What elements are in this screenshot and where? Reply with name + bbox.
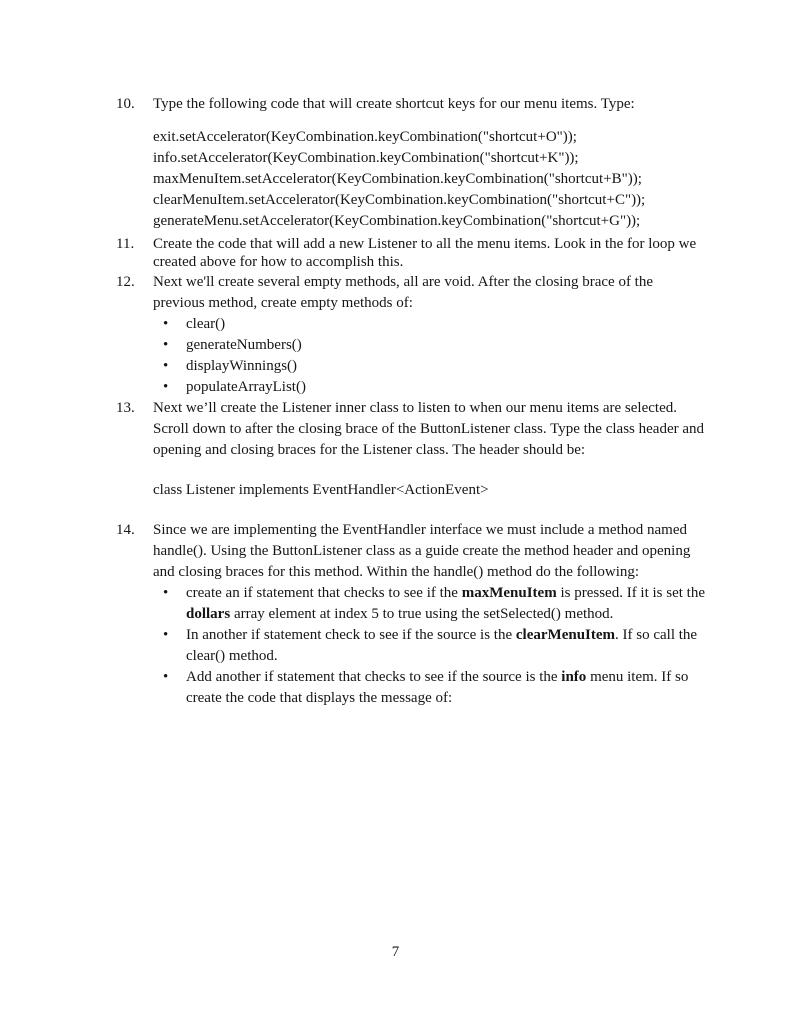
bullet-icon: • xyxy=(163,337,169,353)
class-header-code: class Listener implements EventHandler<ActionEvent> xyxy=(153,482,489,498)
list-item: • generateNumbers() xyxy=(153,335,706,356)
code-line: exit.setAccelerator(KeyCombination.keyCombination("shortcut+O")); xyxy=(153,129,577,145)
step-number: 11. xyxy=(116,236,135,252)
step-text: Create the code that will add a new Listener to all the menu items. Look in the for loop we created above for how to accomplish this. xyxy=(153,236,697,270)
bullet-icon: • xyxy=(163,316,169,332)
step-text: Next we'll create several empty methods, all are void. After the closing brace of the previous method, create empty methods of: xyxy=(153,274,654,311)
step-12 xyxy=(116,272,706,398)
code-line: generateMenu.setAccelerator(KeyCombination.keyCombination("shortcut+G")); xyxy=(153,213,641,229)
handle-steps-list xyxy=(153,583,706,709)
step-text: Since we are implementing the EventHandler interface we must include a method named handle(). Using the ButtonListener class as a guide create the method header and opening and closing braces for this method. Within the handle() method do the following: xyxy=(153,522,691,580)
list-item: • In another if statement check to see if the source is the clearMenuItem. If so call the clear() method. xyxy=(163,627,698,664)
step-text: Next we’ll create the Listener inner class to listen to when our menu items are selected. Scroll down to after the closing brace of the ButtonListener class. Type the class header and opening and closing braces for the Listener class. The header should be: xyxy=(153,400,705,458)
code-block xyxy=(153,127,706,232)
step-number: 10. xyxy=(116,96,135,112)
step-number: 12. xyxy=(116,274,135,290)
method-list xyxy=(153,314,706,398)
code-line: maxMenuItem.setAccelerator(KeyCombination.keyCombination("shortcut+B")); xyxy=(153,171,642,187)
bullet-icon: • xyxy=(163,669,169,685)
list-item: • clear() xyxy=(153,314,706,335)
step-number: 14. xyxy=(116,522,135,538)
bullet-icon: • xyxy=(163,358,169,374)
list-item: • populateArrayList() xyxy=(153,377,706,398)
list-item: • displayWinnings() xyxy=(153,356,706,377)
step-10 xyxy=(116,94,706,232)
code-line: info.setAccelerator(KeyCombination.keyCombination("shortcut+K")); xyxy=(153,150,579,166)
step-text: Type the following code that will create shortcut keys for our menu items. Type: xyxy=(153,96,635,112)
list-item: • create an if statement that checks to see if the maxMenuItem is pressed. If it is set the dollars array element at index 5 to true using the setSelected() method. xyxy=(163,585,706,622)
page-number: 7 xyxy=(391,944,400,960)
bullet-icon: • xyxy=(163,585,169,601)
bullet-icon: • xyxy=(163,379,169,395)
step-14 xyxy=(116,520,706,709)
step-11 xyxy=(116,235,706,271)
bullet-icon: • xyxy=(163,627,169,643)
list-item: • Add another if statement that checks to see if the source is the info menu item. If so create the code that displays the message of: xyxy=(163,669,689,706)
step-13 xyxy=(116,398,706,501)
step-number: 13. xyxy=(116,400,135,416)
code-line: clearMenuItem.setAccelerator(KeyCombination.keyCombination("shortcut+C")); xyxy=(153,192,646,208)
